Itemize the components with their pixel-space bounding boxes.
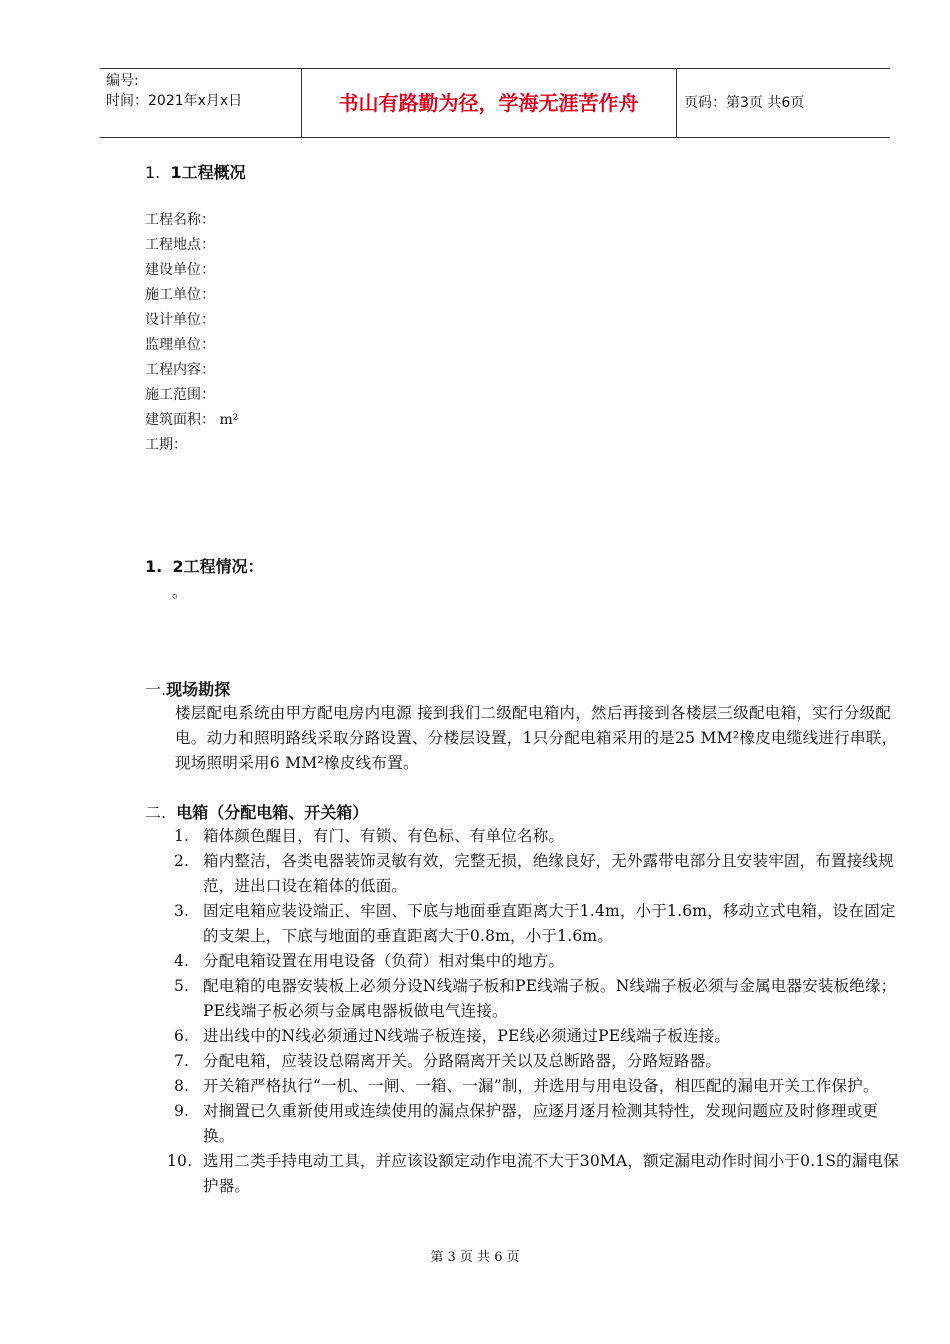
page-footer: 第 3 页 共 6 页 — [430, 1250, 520, 1265]
list-item-number: 9. — [174, 1102, 190, 1120]
field-scope-content: 工程内容： — [145, 362, 215, 378]
section-title-box — [145, 800, 368, 823]
list-item — [145, 1049, 907, 1074]
list-item — [145, 974, 907, 1024]
section-content: 。 — [172, 583, 188, 601]
list-item-text: 选用二类手持电动工具，并应该设额定动作电流不大于30MA，额定漏电动作时间小于0.1S的漏电保护器。 — [203, 1152, 899, 1195]
list-item — [145, 1074, 907, 1099]
section-heading: 2工程情况： — [172, 557, 264, 576]
field-designer: 设计单位： — [145, 312, 215, 328]
field-scope-range: 施工范围： — [145, 387, 215, 403]
section-heading: 1工程概况 — [170, 163, 246, 182]
list-item-number: 7. — [174, 1052, 190, 1070]
field-project-location: 工程地点： — [145, 237, 215, 253]
list-item-number: 10. — [167, 1152, 193, 1170]
list-item-number: 4. — [174, 952, 190, 970]
section-number: 二. — [145, 803, 167, 822]
field-project-name: 工程名称： — [145, 212, 215, 228]
list-item-text: 配电箱的电器安装板上必须分设N线端子板和PE线端子板。N线端子板必须与金属电器安装板绝缘；PE线端子板必须与金属电器板做电气连接。 — [203, 977, 897, 1020]
field-contractor: 施工单位： — [145, 287, 215, 303]
header-meta — [106, 71, 301, 111]
list-item-number: 3. — [174, 902, 190, 920]
list-item-number: 8. — [174, 1077, 190, 1095]
header-page-label: 页码：第3页 共6页 — [684, 95, 805, 111]
list-item-text: 分配电箱设置在用电设备（负荷）相对集中的地方。 — [203, 952, 565, 970]
page-header — [100, 68, 890, 138]
field-duration: 工期： — [145, 437, 187, 453]
header-motto: 书山有路勤为径，学海无涯苦作舟 — [338, 91, 639, 115]
list-item — [145, 1149, 907, 1199]
survey-paragraph: 楼层配电系统由甲方配电房内电源 接到我们二级配电箱内，然后再接到各楼层三级配电箱，实行分级配电。动力和照明路线采取分路设置、分楼层设置，1只分配电箱采用的是25 MM²橡皮电缆线进行串联，现场照明采用6 MM²橡皮线布置。 — [175, 704, 898, 772]
section-number: 一. — [145, 680, 167, 699]
document-time-label: 时间：2021年x月x日 — [106, 93, 243, 109]
project-fields — [145, 208, 238, 458]
list-item-number: 5. — [174, 977, 190, 995]
section-title-survey — [145, 677, 230, 700]
field-supervisor: 监理单位： — [145, 337, 215, 353]
list-item-text: 箱体颜色醒目，有门、有锁、有色标、有单位名称。 — [203, 827, 565, 845]
list-item — [145, 824, 907, 849]
section-number: 1. — [145, 163, 161, 182]
field-building-area: 建筑面积： m² — [145, 412, 239, 428]
list-item — [145, 949, 907, 974]
list-item — [145, 899, 907, 949]
list-item-text: 分配电箱，应装设总隔离开关。分路隔离开关以及总断路器，分路短路器。 — [203, 1052, 722, 1070]
list-item — [145, 1024, 907, 1049]
document-number-label: 编号: — [106, 73, 139, 89]
section-title-1-2 — [145, 554, 264, 577]
list-item-text: 对搁置已久重新使用或连续使用的漏点保护器，应逐月逐月检测其特性，发现问题应及时修理或更换。 — [203, 1102, 879, 1145]
list-item-number: 2. — [174, 852, 190, 870]
list-item-number: 6. — [174, 1027, 190, 1045]
section-number: 1. — [145, 557, 163, 576]
header-divider — [676, 69, 677, 137]
list-item-text: 进出线中的N线必须通过N线端子板连接，PE线必须通过PE线端子板连接。 — [203, 1027, 731, 1045]
list-item-text: 箱内整洁，各类电器装饰灵敏有效，完整无损，绝缘良好，无外露带电部分且安装牢固，布置接线规范，进出口设在箱体的低面。 — [203, 852, 894, 895]
field-owner: 建设单位： — [145, 262, 215, 278]
box-requirements-list — [145, 824, 907, 1199]
section-title-1-1 — [145, 160, 246, 183]
list-item — [145, 849, 907, 899]
section-heading: 电箱（分配电箱、开关箱） — [176, 803, 369, 822]
list-item-text: 固定电箱应装设端正、牢固、下底与地面垂直距离大于1.4m，小于1.6m，移动立式电箱，设在固定的支架上，下底与地面的垂直距离大于0.8m，小于1.6m。 — [203, 902, 896, 945]
list-item — [145, 1099, 907, 1149]
list-item-number: 1. — [174, 827, 190, 845]
section-heading: 现场勘探 — [166, 680, 231, 699]
list-item-text: 开关箱严格执行“一机、一闸、一箱、一漏”制，并选用与用电设备，相匹配的漏电开关工作保护。 — [203, 1077, 879, 1095]
